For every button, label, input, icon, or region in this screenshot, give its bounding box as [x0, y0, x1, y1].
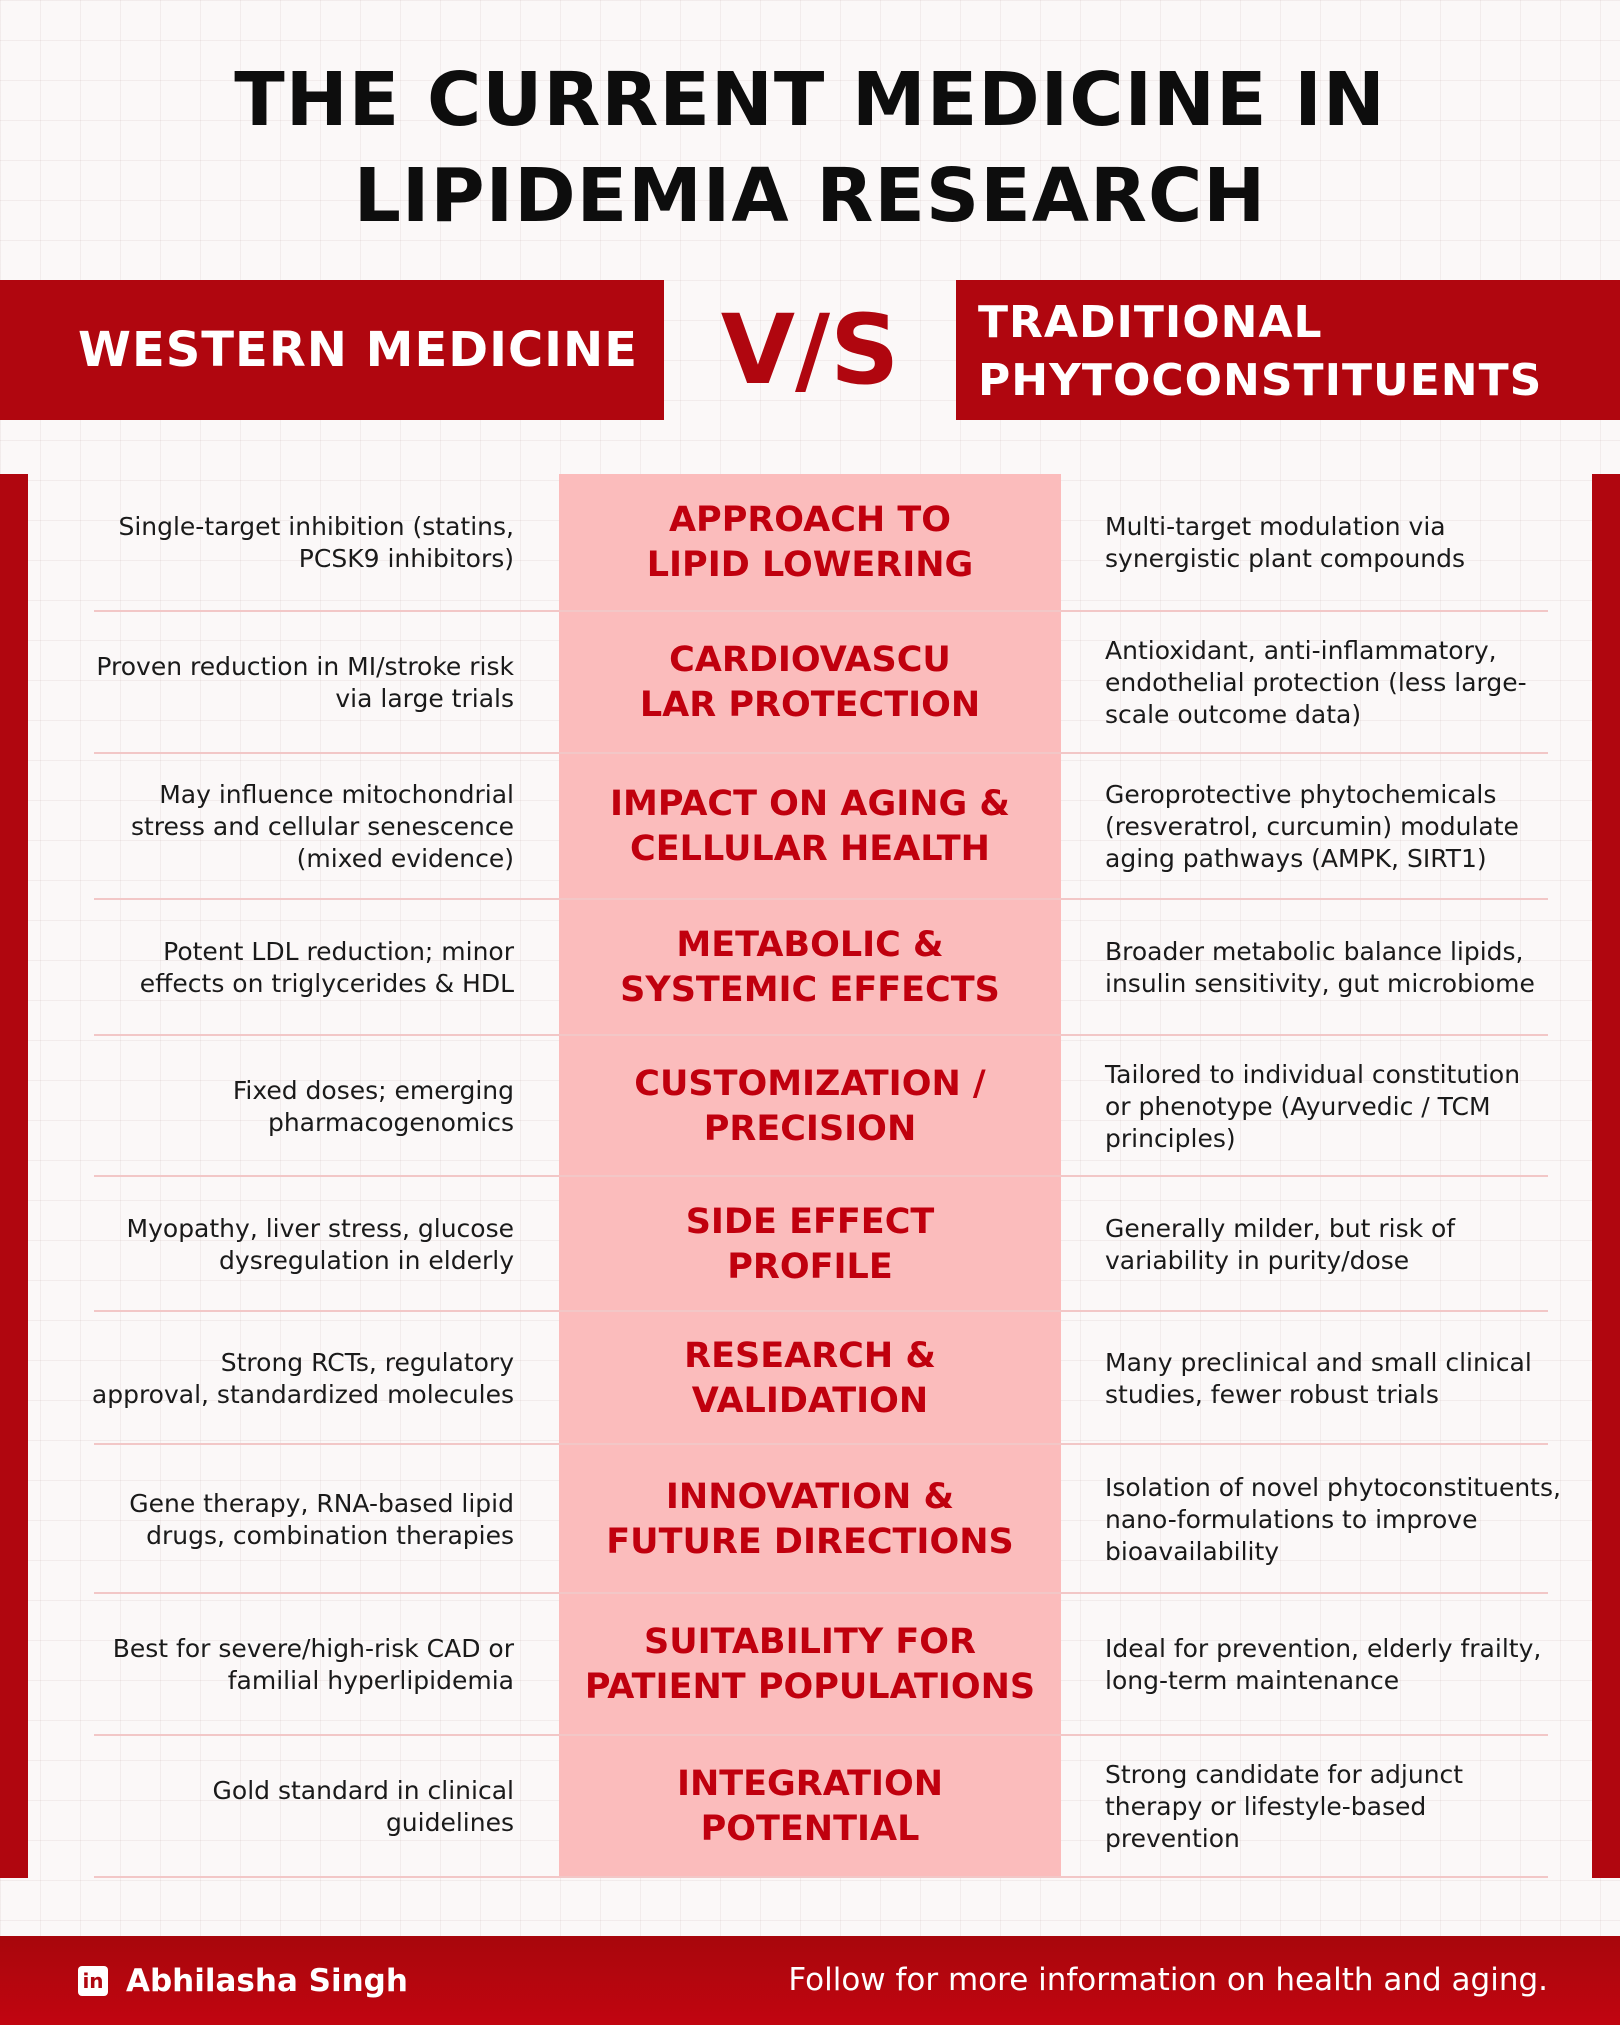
western-medicine-cell: Proven reduction in MI/stroke risk via large trials — [96, 652, 514, 713]
criterion-heading: RESEARCH & VALIDATION — [684, 1335, 936, 1421]
phytoconstituents-cell: Multi-target modulation via synergistic plant compounds — [1105, 512, 1466, 573]
criterion-heading: METABOLIC & SYSTEMIC EFFECTS — [620, 925, 1000, 1010]
phytoconstituents-cell: Many preclinical and small clinical studies, fewer robust trials — [1105, 1347, 1532, 1409]
traditional-header-line-1: TRADITIONAL — [978, 297, 1323, 348]
phytoconstituents-cell: Ideal for prevention, elderly frailty, long-term maintenance — [1105, 1634, 1542, 1695]
comparison-table — [0, 474, 1620, 1878]
western-medicine-cell: Best for severe/high-risk CAD or familial hyperlipidemia — [112, 1634, 514, 1695]
comparison-row — [0, 1177, 1620, 1312]
page-title-line-2: LIPIDEMIA RESEARCH — [353, 153, 1267, 239]
western-medicine-cell: Strong RCTs, regulatory approval, standardized molecules — [91, 1347, 514, 1409]
footer-tagline: Follow for more information on health and aging. — [788, 1962, 1548, 1998]
comparison-row — [0, 1036, 1620, 1177]
phytoconstituents-cell: Geroprotective phytochemicals (resveratrol, curcumin) modulate aging pathways (AMPK, SIRT1) — [1105, 780, 1519, 873]
criterion-heading: INNOVATION & FUTURE DIRECTIONS — [606, 1476, 1014, 1562]
versus-label: V/S — [720, 294, 900, 406]
phytoconstituents-cell: Generally milder, but risk of variability in purity/dose — [1105, 1213, 1456, 1275]
comparison-row — [0, 1312, 1620, 1445]
western-medicine-cell: May influence mitochondrial stress and cellular senescence (mixed evidence) — [130, 780, 514, 873]
phytoconstituents-cell: Tailored to individual constitution or phenotype (Ayurvedic / TCM principles) — [1105, 1059, 1521, 1153]
criterion-heading: CUSTOMIZATION / PRECISION — [634, 1063, 986, 1149]
western-medicine-cell: Gene therapy, RNA-based lipid drugs, combination therapies — [129, 1488, 514, 1550]
criterion-heading: SIDE EFFECT PROFILE — [685, 1201, 935, 1287]
phytoconstituents-cell: Broader metabolic balance lipids, insulin sensitivity, gut microbiome — [1105, 937, 1535, 998]
comparison-row — [0, 612, 1620, 754]
footer-bar — [0, 1936, 1620, 2025]
western-medicine-header: WESTERN MEDICINE — [0, 280, 664, 420]
phytoconstituents-cell: Strong candidate for adjunct therapy or lifestyle-based prevention — [1105, 1760, 1464, 1853]
western-medicine-cell: Fixed doses; emerging pharmacogenomics — [232, 1075, 514, 1137]
phytoconstituents-cell: Antioxidant, anti-inflammatory, endothelial protection (less large- scale outcome data) — [1105, 636, 1527, 729]
linkedin-icon[interactable]: in — [78, 1966, 108, 1996]
comparison-row — [0, 1594, 1620, 1736]
western-medicine-cell: Gold standard in clinical guidelines — [212, 1776, 514, 1837]
criterion-heading: APPROACH TO LIPID LOWERING — [646, 500, 974, 585]
page-title — [0, 52, 1620, 244]
page-title-line-1: THE CURRENT MEDICINE IN — [234, 57, 1386, 143]
comparison-row — [0, 474, 1620, 612]
phytoconstituents-cell: Isolation of novel phytoconstituents, nano-formulations to improve bioavailability — [1105, 1472, 1561, 1566]
author-credit[interactable] — [78, 1936, 408, 2025]
author-name[interactable]: Abhilasha Singh — [126, 1962, 408, 1999]
comparison-row — [0, 754, 1620, 900]
comparison-row — [0, 900, 1620, 1036]
comparison-row — [0, 1736, 1620, 1878]
western-medicine-cell: Potent LDL reduction; minor effects on triglycerides & HDL — [139, 937, 514, 998]
western-medicine-cell: Myopathy, liver stress, glucose dysregulation in elderly — [126, 1213, 514, 1275]
western-medicine-cell: Single-target inhibition (statins, PCSK9 inhibitors) — [118, 512, 514, 573]
criterion-heading: IMPACT ON AGING & CELLULAR HEALTH — [610, 784, 1010, 869]
comparison-row — [0, 1445, 1620, 1594]
criterion-heading: SUITABILITY FOR PATIENT POPULATIONS — [584, 1622, 1036, 1707]
criterion-heading: CARDIOVASCU LAR PROTECTION — [639, 640, 981, 725]
traditional-phytoconstituents-header — [956, 280, 1620, 420]
traditional-header-line-2: PHYTOCONSTITUENTS — [978, 355, 1543, 406]
criterion-heading: INTEGRATION POTENTIAL — [676, 1764, 944, 1849]
